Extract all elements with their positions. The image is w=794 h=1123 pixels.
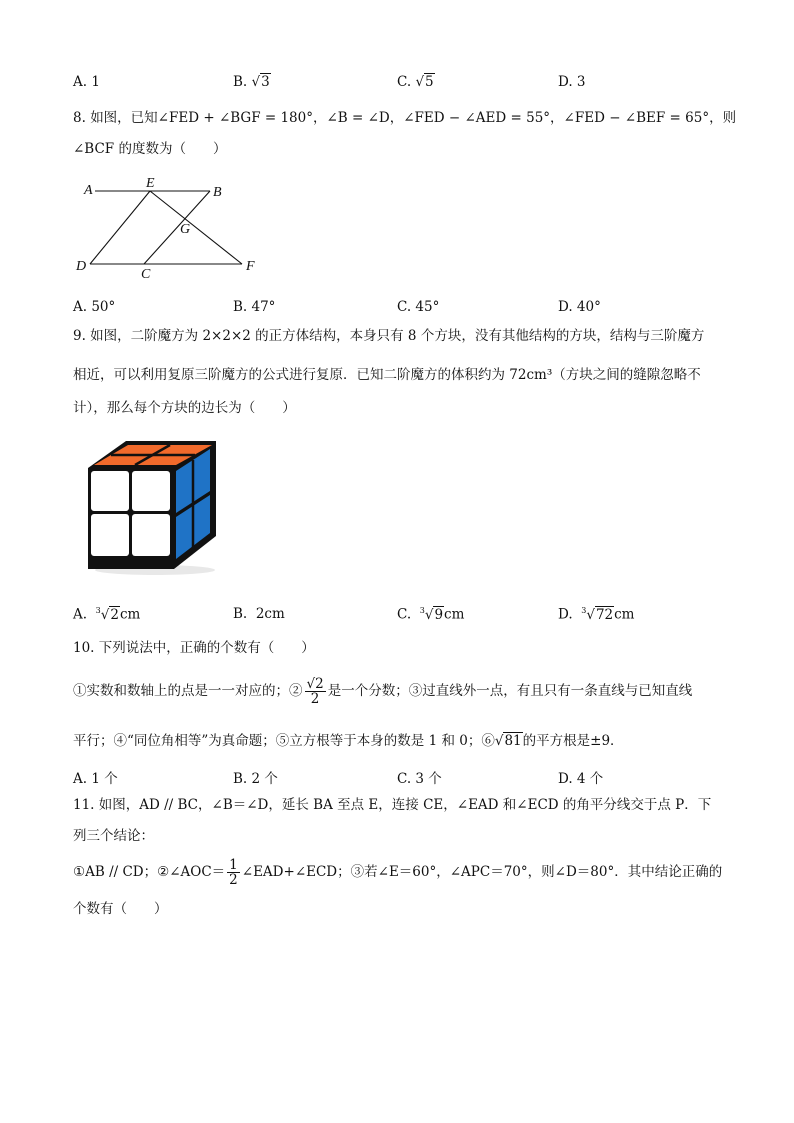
q9-choice-b: B. 2cm xyxy=(233,606,285,622)
q8-stem-line1: 8. 如图，已知∠FED + ∠BGF = 180°，∠B = ∠D，∠FED − ∠AED = 55°，∠FED − ∠BEF = 65°，则 xyxy=(73,110,737,126)
label-g: G xyxy=(180,222,191,237)
q10-choice-d: D. 4 个 xyxy=(558,771,604,787)
cube-front-sticker xyxy=(91,471,129,511)
line-ef xyxy=(150,191,242,264)
q7-choice-a: A. 1 xyxy=(73,74,100,90)
line-bc xyxy=(144,191,210,264)
q9-choice-c: C. $^3$√9cm xyxy=(397,606,465,623)
q11-stem-line3: ①AB // CD；②∠AOC＝ $\frac{1}{2}$ ∠EAD+∠ECD；③若∠E＝60°，∠APC＝70°，则∠D＝80°．其中结论正确的 xyxy=(73,857,723,889)
q8-choice-d: D. 40° xyxy=(558,299,601,315)
q10-stem-line1: 10. 下列说法中，正确的个数有（ ） xyxy=(73,640,315,656)
q10-choice-b: B. 2 个 xyxy=(233,771,278,787)
label-e: E xyxy=(146,176,155,191)
q10-stem-line2: ①实数和数轴上的点是一一对应的；② $\frac{√2}{2}$ 是一个分数；③过直线外一点，有且只有一条直线与已知直线 xyxy=(73,676,693,708)
q10-fraction: $\frac{√2}{2}$ xyxy=(306,676,324,708)
q10-choice-a: A. 1 个 xyxy=(73,771,118,787)
q7-choice-d: D. 3 xyxy=(558,74,586,90)
q11-stem-line2: 列三个结论： xyxy=(73,828,154,844)
label-c: C xyxy=(141,267,151,282)
q11-stem-line4: 个数有（ ） xyxy=(73,901,168,917)
q9-choice-d: D. $^3$√72cm xyxy=(558,606,635,623)
label-f: F xyxy=(246,259,255,274)
label-a: A xyxy=(84,183,93,198)
q8-stem-line2: ∠BCF 的度数为（ ） xyxy=(73,141,227,157)
rubiks-cube-image xyxy=(80,435,225,580)
q9-stem-line1: 9. 如图，二阶魔方为 2×2×2 的正方体结构，本身只有 8 个方块，没有其他结构的方块，结构与三阶魔方 xyxy=(73,328,705,344)
q10-choice-c: C. 3 个 xyxy=(397,771,442,787)
q9-choice-a: A. $^3$√2cm xyxy=(73,606,141,623)
q9-stem-line3: 计），那么每个方块的边长为（ ） xyxy=(73,400,296,416)
q8-choice-a: A. 50° xyxy=(73,299,116,315)
line-de xyxy=(90,191,150,264)
q9-stem-line2: 相近，可以利用复原三阶魔方的公式进行复原．已知二阶魔方的体积约为 72cm³（方块之间的缝隙忽略不 xyxy=(73,367,701,383)
q8-figure xyxy=(70,172,280,282)
q11-fraction: $\frac{1}{2}$ xyxy=(229,857,238,889)
q11-stem-line1: 11. 如图，AD // BC，∠B＝∠D，延长 BA 至点 E，连接 CE，∠EAD 和∠ECD 的角平分线交于点 P．下 xyxy=(73,797,712,813)
q7-choice-b: B. √3 xyxy=(233,74,270,90)
q8-choice-b: B. 47° xyxy=(233,299,276,315)
q8-choice-c: C. 45° xyxy=(397,299,440,315)
q7-choice-c: C. √5 xyxy=(397,74,434,90)
q10-stem-line3: 平行；④“同位角相等”为真命题；⑤立方根等于本身的数是 1 和 0；⑥√81的平方根是±9． xyxy=(73,733,624,749)
label-b: B xyxy=(213,185,222,200)
label-d: D xyxy=(76,259,87,274)
